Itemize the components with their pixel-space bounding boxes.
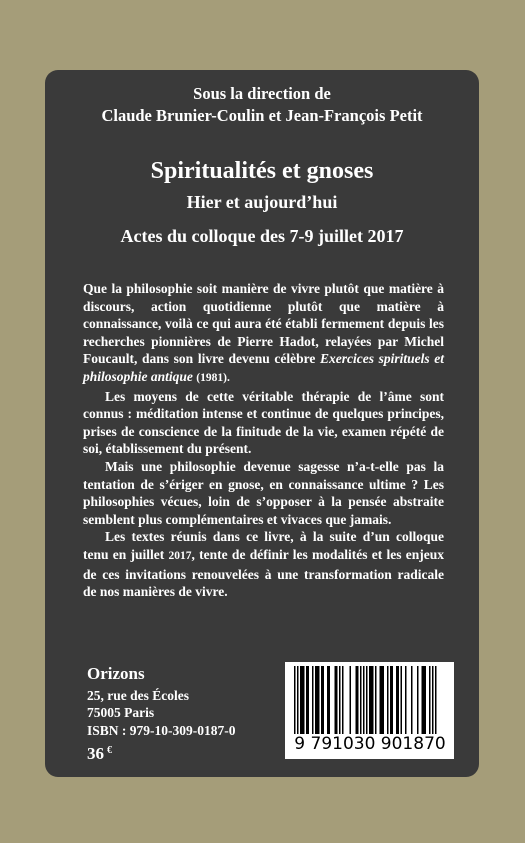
barcode-bar: [392, 666, 394, 734]
barcode-bar: [369, 666, 371, 734]
barcode-bar: [335, 666, 337, 734]
barcode-bar: [336, 666, 338, 734]
barcode-bar: [294, 666, 296, 734]
barcode-bar: [390, 666, 392, 734]
book-title: Spiritualités et gnoses: [150, 158, 374, 184]
barcode-bar: [375, 666, 377, 734]
barcode-bar: [432, 666, 434, 734]
barcode-bar: [422, 666, 424, 734]
barcode-bar: [387, 666, 389, 734]
book-subtitle: Hier et aujourd’hui: [186, 192, 338, 212]
barcode-bar: [396, 666, 398, 734]
blurb-paragraph-4: Les textes réunis dans ce livre, à la suite d’un colloque tenu en juillet 2017, tente de définir les modalités et les enjeux de ces invitations renouvelées à une transformation radicale de nos manières de vivre.: [83, 529, 444, 600]
isbn: ISBN : 979-10-309-0187-0: [87, 723, 236, 738]
barcode-bar: [411, 666, 413, 734]
barcode-bar: [372, 666, 374, 734]
blurb-paragraph-2: Les moyens de cette véritable thérapie de l’âme sont connus : méditation intense et continue de quelques principes, prises de conscience de la finitude de la vie, examen répété de soi, établissement du présent.: [83, 388, 444, 457]
barcode-bar: [303, 666, 305, 734]
blurb: [83, 280, 444, 601]
barcode-bar: [318, 666, 320, 734]
barcode-bar: [405, 666, 407, 734]
barcode-bar: [363, 666, 365, 734]
barcode-bar: [297, 666, 299, 734]
back-cover-panel: [45, 70, 479, 777]
barcode-bar: [323, 666, 325, 734]
barcode-bar: [423, 666, 425, 734]
barcode-bar: [329, 666, 331, 734]
barcode-bar: [371, 666, 373, 734]
barcode-bar: [315, 666, 317, 734]
proceedings-line: Actes du colloque des 7-9 juillet 2017: [120, 226, 404, 246]
publisher-name: Orizons: [87, 664, 145, 683]
barcode-bar: [381, 666, 383, 734]
barcode-bar: [425, 666, 427, 734]
barcode-bar: [321, 666, 323, 734]
currency: €: [107, 745, 112, 756]
barcode-bar: [306, 666, 308, 734]
barcode-bar: [308, 666, 310, 734]
blurb-paragraph-3: Mais une philosophie devenue sagesse n’a-t-elle pas la tentation de s’ériger en gnose, en connaissance ultime ? Les philosophies vécues, loin de s’opposer à la pensée abstraite semblent plus complémentaires et vivaces que jamais.: [83, 458, 444, 527]
barcode-bar: [429, 666, 431, 734]
barcode-bar: [383, 666, 385, 734]
publisher-city: 75005 Paris: [87, 705, 155, 720]
barcode-bar: [366, 666, 368, 734]
barcode-bar: [398, 666, 400, 734]
barcode-bar: [435, 666, 437, 734]
barcode-bar: [317, 666, 319, 734]
barcode-bar: [339, 666, 341, 734]
editors-names: Claude Brunier-Coulin et Jean-François Petit: [101, 106, 423, 125]
publisher-street: 25, rue des Écoles: [87, 688, 189, 703]
barcode-bar: [302, 666, 304, 734]
editors-intro: Sous la direction de: [193, 84, 331, 103]
blurb-paragraph-1: Que la philosophie soit manière de vivre plutôt que matière à discours, action quotidienne plutôt que matière à connaissance, voilà ce qui aura été établi fermement depuis les recherches pionnières de Pierre Hadot, relayées par Michel Foucault, dans son livre devenu célèbre Exercices spirituels et philosophie antique (1981).: [83, 281, 444, 384]
barcode-bar: [350, 666, 352, 734]
barcode-bar: [327, 666, 329, 734]
barcode-bar: [356, 666, 358, 734]
barcode-bar: [357, 666, 359, 734]
barcode-bars: [294, 666, 446, 734]
barcode-bar: [417, 666, 419, 734]
barcode-bar: [342, 666, 344, 734]
barcode: [285, 662, 454, 759]
barcode-bar: [312, 666, 314, 734]
barcode-bar: [360, 666, 362, 734]
barcode-bar: [380, 666, 382, 734]
barcode-bar: [300, 666, 302, 734]
cited-book-title: Exercices spirituels et philosophie antique: [83, 351, 444, 384]
barcode-digits: 9 791030 901870: [294, 734, 446, 754]
price: 36 €: [87, 744, 112, 763]
barcode-bar: [401, 666, 403, 734]
